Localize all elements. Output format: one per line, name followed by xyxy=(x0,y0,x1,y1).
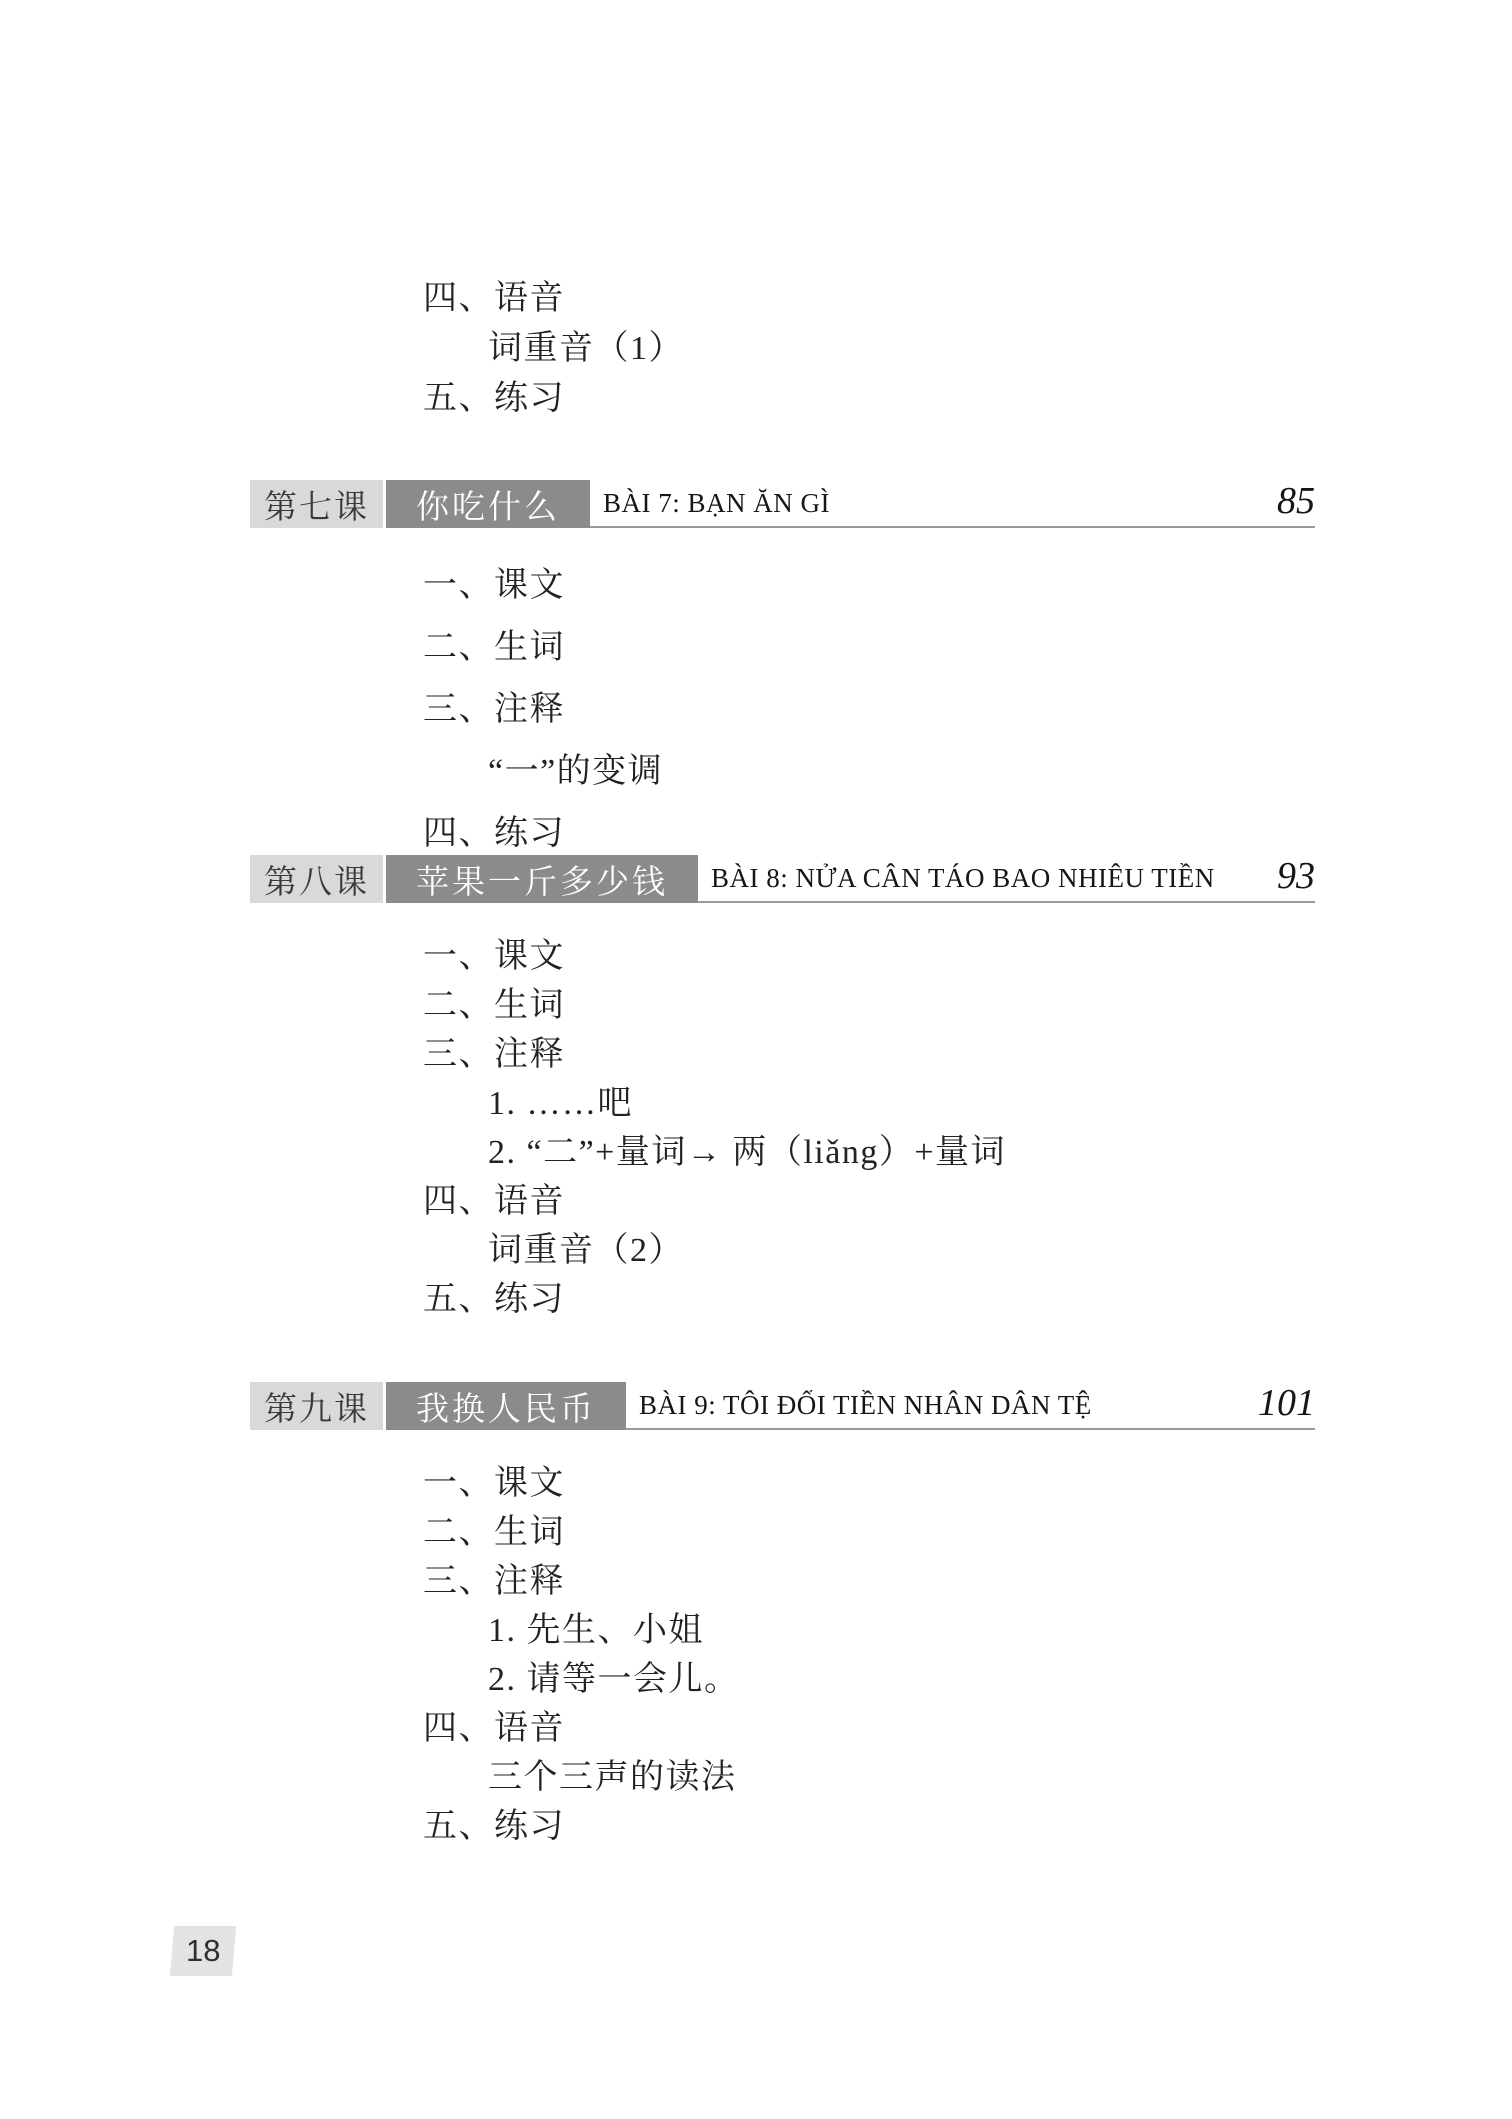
toc-item: 1. ……吧 xyxy=(488,1085,633,1122)
lesson-section xyxy=(0,1382,1512,1847)
lesson-page-number: 93 xyxy=(1277,855,1315,897)
toc-item: 2. “二”+量词→ 两（liǎng）+量词 xyxy=(488,1134,1007,1171)
toc-item: 四、语音 xyxy=(423,1710,565,1747)
lesson-number-box xyxy=(250,855,383,903)
toc-item: 三个三声的读法 xyxy=(488,1759,737,1796)
lesson-items xyxy=(0,928,1512,1320)
lesson-title-vietnamese: BÀI 7: BẠN ĂN GÌ xyxy=(603,487,830,518)
lesson-header-band xyxy=(250,1382,1315,1430)
header-rule xyxy=(698,855,1315,903)
toc-item: 1. 先生、小姐 xyxy=(488,1612,704,1649)
lesson-title-vietnamese: BÀI 9: TÔI ĐỔI TIỀN NHÂN DÂN TỆ xyxy=(639,1389,1092,1420)
toc-item: 五、练习 xyxy=(423,1281,565,1318)
lesson-number: 第八课 xyxy=(264,864,369,901)
lesson-section xyxy=(0,480,1512,860)
toc-item: 四、语音 xyxy=(423,279,565,317)
toc-item: 2. 请等一会儿。 xyxy=(488,1661,740,1698)
lesson-title-chinese: 苹果一斤多少钱 xyxy=(416,864,668,901)
lesson-title-box xyxy=(386,855,698,903)
lesson-title-box xyxy=(386,1382,626,1430)
page-number: 18 xyxy=(185,1933,221,1968)
toc-item: 词重音（1） xyxy=(488,329,684,367)
header-rule xyxy=(590,480,1315,528)
lesson-title-box xyxy=(386,480,590,528)
toc-item: 五、练习 xyxy=(423,1808,565,1845)
page-number-badge xyxy=(170,1926,236,1976)
lesson-header-band xyxy=(250,855,1315,903)
toc-item: 一、课文 xyxy=(423,566,565,604)
lesson-title-vietnamese: BÀI 8: NỬA CÂN TÁO BAO NHIÊU TIỀN xyxy=(711,862,1215,893)
toc-item: “一”的变调 xyxy=(488,752,664,790)
lesson-items xyxy=(0,550,1512,860)
lesson-number-box xyxy=(250,1382,383,1430)
toc-item: 三、注释 xyxy=(423,1563,565,1600)
header-rule xyxy=(626,1382,1315,1430)
toc-item: 五、练习 xyxy=(423,379,565,417)
lesson-number: 第九课 xyxy=(264,1391,369,1428)
lesson-section xyxy=(0,855,1512,1320)
toc-item: 词重音（2） xyxy=(488,1232,684,1269)
lesson-title-chinese: 你吃什么 xyxy=(416,489,560,526)
toc-item: 一、课文 xyxy=(423,1465,565,1502)
toc-item: 三、注释 xyxy=(423,1036,565,1073)
lesson-items xyxy=(0,1455,1512,1847)
toc-item: 一、课文 xyxy=(423,938,565,975)
toc-item: 二、生词 xyxy=(423,628,565,666)
lesson-number-box xyxy=(250,480,383,528)
lesson-header-band xyxy=(250,480,1315,528)
toc-item: 三、注释 xyxy=(423,690,565,728)
lesson-page-number: 101 xyxy=(1258,1382,1315,1424)
lesson-page-number: 85 xyxy=(1277,480,1315,522)
toc-item: 二、生词 xyxy=(423,1514,565,1551)
lesson-number: 第七课 xyxy=(264,489,369,526)
toc-item: 四、语音 xyxy=(423,1183,565,1220)
toc-item: 四、练习 xyxy=(423,814,565,852)
lesson-title-chinese: 我换人民币 xyxy=(416,1391,596,1428)
toc-item: 二、生词 xyxy=(423,987,565,1024)
